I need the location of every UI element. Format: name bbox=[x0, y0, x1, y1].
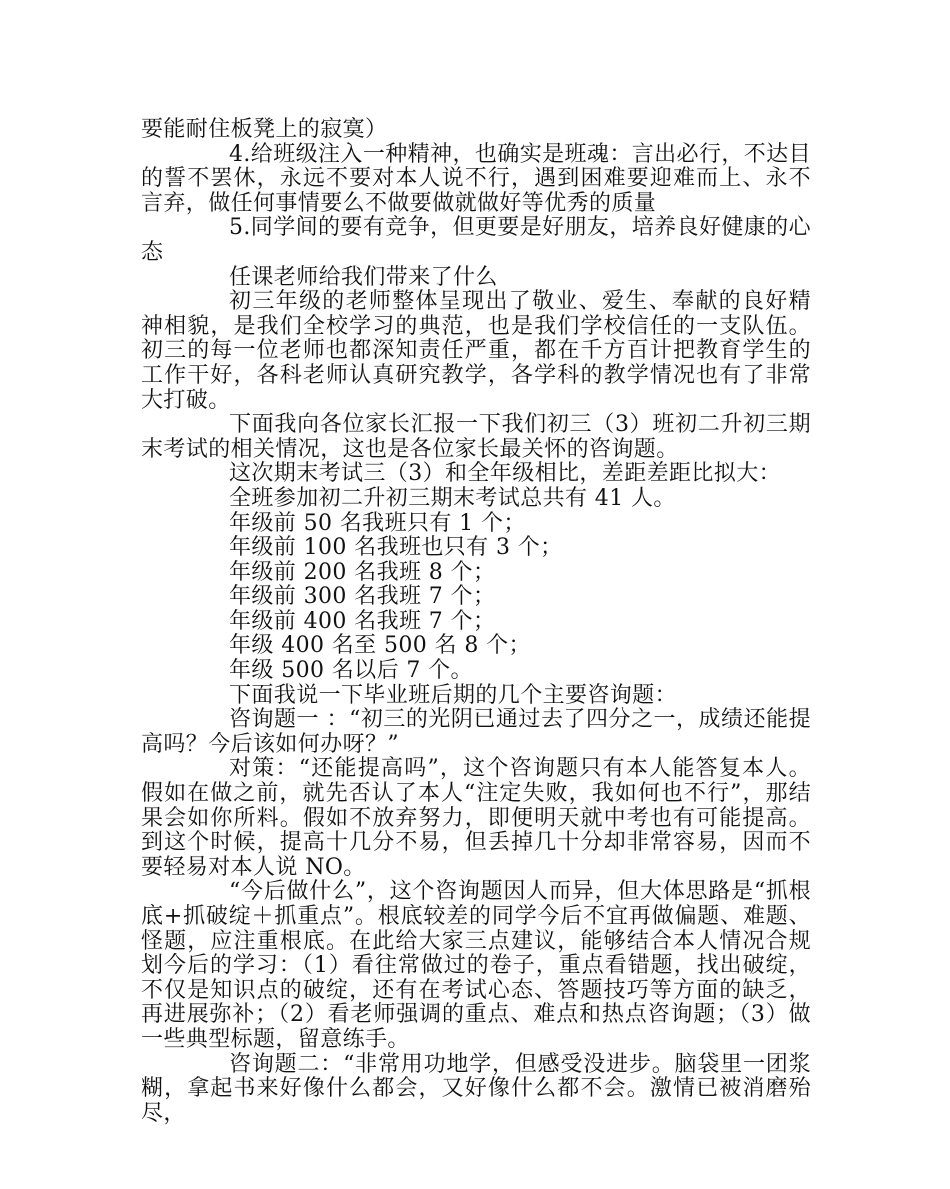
countermeasure-paragraph: 对策：“还能提高吗”，这个咨询题只有本人能答复本人。假如在做之前，就先否认了本人“注定失败，我如何也不行”，那结果会如你所料。假如不放弃努力，即便明天就中考也有可能提高。到这个时候，提高十几分不易，但丢掉几十分却非常容易，因而不要轻易对本人说 NO。 bbox=[141, 756, 811, 880]
document-page bbox=[141, 118, 811, 1126]
paragraph-6: 下面我向各位家长汇报一下我们初三（3）班初二升初三期末考试的相关情况，这也是各位家长最关怀的咨询题。 bbox=[141, 412, 811, 462]
stat-line-after500: 年级 500 名以后 7 个。 bbox=[229, 658, 473, 684]
question-two: 咨询题二：“非常用功地学，但感受没进步。脑袋里一团浆糊，拿起书来好像什么都会，又好像什么都不会。激情已被消磨殆尽， bbox=[141, 1051, 811, 1126]
stat-line-total: 全班参加初二升初三期末考试总共有 41 人。 bbox=[229, 485, 676, 511]
stat-line-top50: 年级前 50 名我班只有 1 个； bbox=[229, 510, 526, 536]
paragraph-1: 要能耐住板凳上的寂寞） bbox=[141, 117, 388, 142]
future-plan-paragraph: “今后做什么”，这个咨询题因人而异，但大体思路是“抓根底+抓破绽＋抓重点”。根底较差的同学今后不宜再做偏题、难题、怪题，应注重根底。在此给大家三点建议，能够结合本人情况合规划今后的学习：（1）看往常做过的卷子，重点看错题，找出破绽，不仅是知识点的破绽，还有在考试心态、答题技巧等方面的缺乏，再进展弥补；（2）看老师强调的重点、难点和热点咨询题；（3）做一些典型标题，留意练手。 bbox=[141, 879, 811, 1052]
paragraph-2: 4.给班级注入一种精神，也确实是班魂：言出必行，不达目的誓不罢休，永远不要对本人说不行，遇到困难要迎难而上、永不言弃，做任何事情要么不做要做就做好等优秀的质量 bbox=[141, 141, 811, 216]
stat-line-top300: 年级前 300 名我班 7 个； bbox=[229, 584, 496, 610]
paragraph-16: 下面我说一下毕业班后期的几个主要咨询题： bbox=[229, 682, 678, 708]
stat-line-top200: 年级前 200 名我班 8 个； bbox=[229, 559, 496, 585]
paragraph-3: 5.同学间的要有竞争，但更要是好朋友，培养良好健康的心态 bbox=[141, 215, 811, 265]
stat-line-top400: 年级前 400 名我班 7 个； bbox=[229, 608, 496, 634]
paragraph-5: 初三年级的老师整体呈现出了敬业、爱生、奉献的良好精神相貌，是我们全校学习的典范，也是我们学校信任的一支队伍。初三的每一位老师也都深知责任严重，都在千方百计把教育学生的工作干好，各科老师认真研究教学，各学科的教学情况也有了非常大打破。 bbox=[141, 289, 811, 413]
stat-line-400-500: 年级 400 名至 500 名 8 个； bbox=[229, 633, 531, 659]
paragraph-7: 这次期末考试三（3）和全年级相比，差距差距比拟大： bbox=[229, 461, 781, 487]
question-one: 咨询题一 ：“初三的光阴已通过去了四分之一，成绩还能提高吗？今后该如何办呀？” bbox=[141, 707, 811, 757]
stat-line-top100: 年级前 100 名我班也只有 3 个； bbox=[229, 535, 563, 561]
section-heading: 任课老师给我们带来了什么 bbox=[229, 264, 498, 290]
